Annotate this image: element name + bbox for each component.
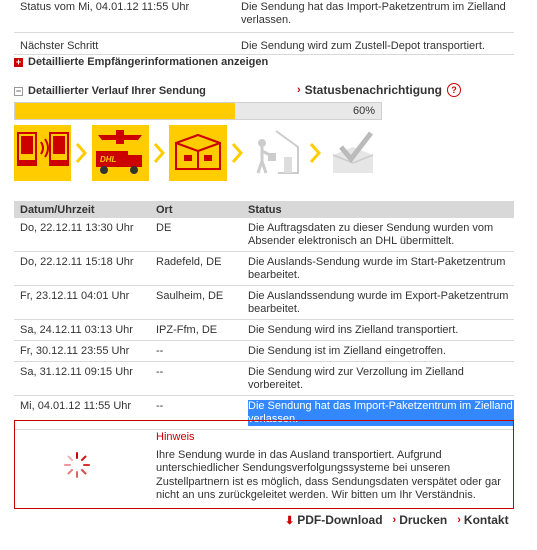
row-status: Die Sendung wird zur Verzollung im Zielland vorbereitet.: [248, 366, 464, 391]
row-status: Die Sendung wird ins Zielland transportiert.: [248, 324, 459, 336]
plane-truck-icon: [92, 127, 148, 179]
history-table: [14, 201, 514, 430]
hint-body: Ihre Sendung wurde in das Ausland transportiert. Aufgrund unterschiedlicher Sendungsverfolgungssysteme bei unseren Zustellpartnern ist es möglich, dass Sendungsdaten verspätet oder gar nicht an uns zurückgeleitet werden. Wir bitten um Ihr Verständnis.: [156, 449, 501, 502]
progress-fill: [15, 103, 235, 119]
shipment-summary: [14, 0, 514, 55]
expand-plus-icon: +: [15, 56, 22, 67]
status-value: Die Sendung hat das Import-Paketzentrum im Zielland verlassen.: [241, 1, 506, 26]
row-date: Mi, 04.01.12 11:55 Uhr: [20, 400, 132, 412]
collapse-minus-icon: −: [15, 85, 22, 96]
table-header: [14, 201, 514, 218]
contact-label: Kontakt: [463, 513, 509, 527]
table-row: [14, 362, 514, 396]
status-label: Status vom Mi, 04.01.12 11:55 Uhr: [20, 1, 190, 13]
row-status: Die Auslands-Sendung wurde im Start-Paketzentrum bearbeitet.: [248, 256, 506, 281]
contact-link[interactable]: [457, 513, 508, 527]
chevron-right-icon: ›: [457, 514, 461, 526]
help-icon[interactable]: ?: [447, 83, 461, 97]
hint-box: [14, 420, 514, 509]
table-row: [14, 252, 514, 286]
row-status-selected-text[interactable]: Die Sendung hat das Import-Paketzentrum im Zielland verlassen.: [248, 400, 513, 425]
electronic-announcement-icon: [15, 128, 71, 178]
history-collapse-toggle[interactable]: [14, 85, 206, 97]
row-place: Radefeld, DE: [156, 256, 222, 268]
next-step-label: Nächster Schritt: [20, 40, 99, 52]
header-date: Datum/Uhrzeit: [20, 203, 95, 216]
step-parcel-center: [169, 125, 226, 181]
download-icon: ⬇: [285, 514, 295, 527]
next-step-value: Die Sendung wird zum Zustell-Depot transportiert.: [241, 40, 485, 52]
pdf-download-link[interactable]: [285, 513, 383, 527]
table-row: [14, 341, 514, 362]
row-date: Fr, 23.12.11 04:01 Uhr: [20, 290, 130, 302]
row-date: Sa, 24.12.11 03:13 Uhr: [20, 324, 133, 336]
header-place: Ort: [156, 203, 173, 216]
pdf-download-label: PDF-Download: [297, 513, 383, 527]
delivered-checkmark-icon: [325, 127, 381, 179]
tracking-steps: [14, 125, 382, 181]
print-label: Drucken: [399, 513, 448, 527]
row-place: IPZ-Ffm, DE: [156, 324, 218, 336]
table-row: [14, 286, 514, 320]
delivery-person-icon: [248, 127, 304, 179]
header-status: Status: [248, 203, 282, 216]
row-place: --: [156, 400, 164, 412]
step-delivered: [325, 125, 382, 181]
progress-bar: [14, 102, 382, 120]
row-date: Sa, 31.12.11 09:15 Uhr: [20, 366, 133, 378]
row-status: Die Auslandssendung wurde im Export-Paketzentrum bearbeitet.: [248, 290, 509, 315]
step-arrow: [71, 125, 92, 181]
row-place: DE: [156, 222, 172, 234]
history-toggle-label: Detaillierter Verlauf Ihrer Sendung: [28, 85, 206, 97]
step-transport: [92, 125, 149, 181]
step-electronic-announcement: [14, 125, 71, 181]
hint-title: Hinweis: [156, 431, 195, 443]
step-arrow: [227, 125, 248, 181]
status-row: [14, 0, 514, 33]
row-status: Die Sendung ist im Zielland eingetroffen.: [248, 345, 446, 357]
row-date: Do, 22.12.11 13:30 Uhr: [20, 222, 134, 234]
row-place: --: [156, 345, 164, 357]
show-recipient-info-label: Detaillierte Empfängerinformationen anzeigen: [28, 56, 269, 68]
show-recipient-info-toggle[interactable]: [14, 56, 268, 68]
step-arrow: [149, 125, 170, 181]
svg-text:DHL: DHL: [100, 155, 117, 164]
loading-spinner-icon: [62, 450, 92, 480]
chevron-right-icon: ›: [392, 514, 397, 526]
row-status: Die Auftragsdaten zu dieser Sendung wurden vom Absender elektronisch an DHL übermittelt.: [248, 222, 494, 247]
step-delivery: [247, 125, 304, 181]
progress-percent: 60%: [352, 105, 375, 117]
footer-links: [285, 513, 509, 527]
parcel-center-icon: [170, 127, 226, 179]
next-step-row: [14, 33, 514, 55]
table-row: [14, 320, 514, 341]
table-row: [14, 218, 514, 252]
step-arrow: [304, 125, 325, 181]
row-place: Saulheim, DE: [156, 290, 224, 302]
row-place: --: [156, 366, 164, 378]
print-link[interactable]: [393, 513, 448, 527]
row-date: Fr, 30.12.11 23:55 Uhr: [20, 345, 130, 357]
status-notification-link[interactable]: [297, 83, 461, 97]
status-notification-label: Statusbenachrichtigung: [304, 83, 443, 97]
chevron-right-icon: ›: [297, 84, 301, 96]
row-date: Do, 22.12.11 15:18 Uhr: [20, 256, 134, 268]
